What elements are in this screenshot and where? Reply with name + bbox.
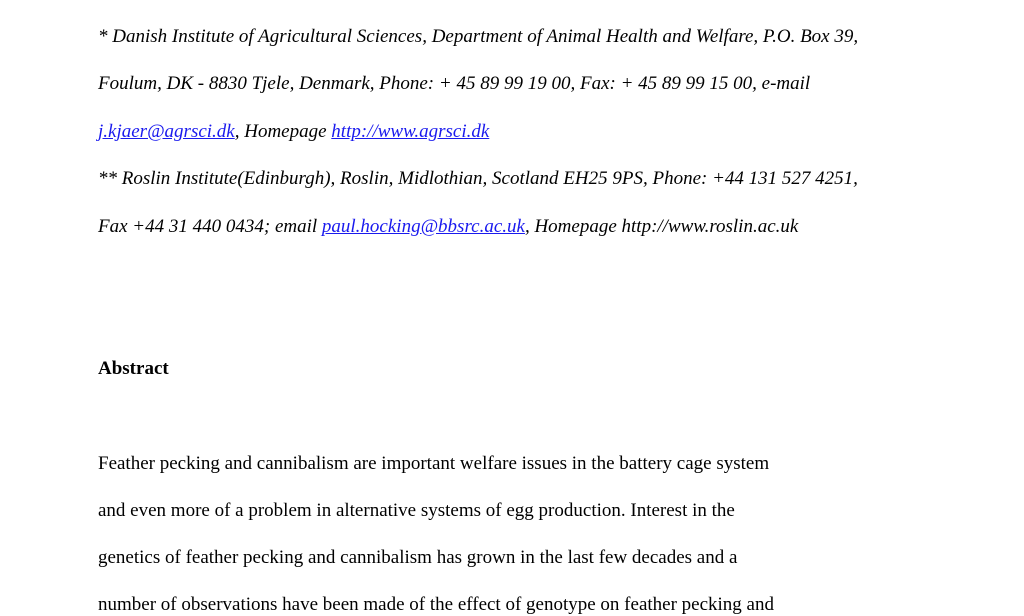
affiliation-danish-institute: * Danish Institute of Agricultural Sciences, Department of Animal Health and Welfare, P.O. Box 39,: [98, 26, 859, 47]
email-link-kjaer[interactable]: j.kjaer@agrsci.dk: [98, 121, 235, 142]
affiliation-roslin-institute: ** Roslin Institute(Edinburgh), Roslin, Midlothian, Scotland EH25 9PS, Phone: +44 131 527 4251,: [98, 168, 858, 189]
abstract-line-2: and even more of a problem in alternative systems of egg production. Interest in the: [98, 500, 735, 521]
affiliation-line-3: [98, 121, 489, 143]
roslin-homepage-text: , Homepage http://www.roslin.ac.uk: [524, 216, 799, 237]
affiliation-line-2: [98, 73, 810, 95]
affiliation-line-4: [98, 168, 858, 190]
affiliation-line-1: [98, 26, 858, 48]
email-link-hocking[interactable]: paul.hocking@bbsrc.ac.uk: [321, 216, 525, 237]
roslin-fax-label: Fax +44 31 440 0434; email: [98, 216, 322, 237]
abstract-line-1: Feather pecking and cannibalism are important welfare issues in the battery cage system: [98, 453, 770, 474]
abstract-line-3: genetics of feather pecking and cannibalism has grown in the last few decades and a: [98, 547, 738, 568]
homepage-link-agrsci[interactable]: http://www.agrsci.dk: [331, 121, 490, 142]
affiliation-line-5: [98, 216, 798, 238]
homepage-label: , Homepage: [234, 121, 332, 142]
abstract-heading: Abstract: [98, 358, 169, 379]
abstract-line-4: number of observations have been made of the effect of genotype on feather pecking and: [98, 594, 774, 615]
affiliation-danish-contact: Foulum, DK - 8830 Tjele, Denmark, Phone: + 45 89 99 19 00, Fax: + 45 89 99 15 00, e-mail: [98, 73, 811, 94]
